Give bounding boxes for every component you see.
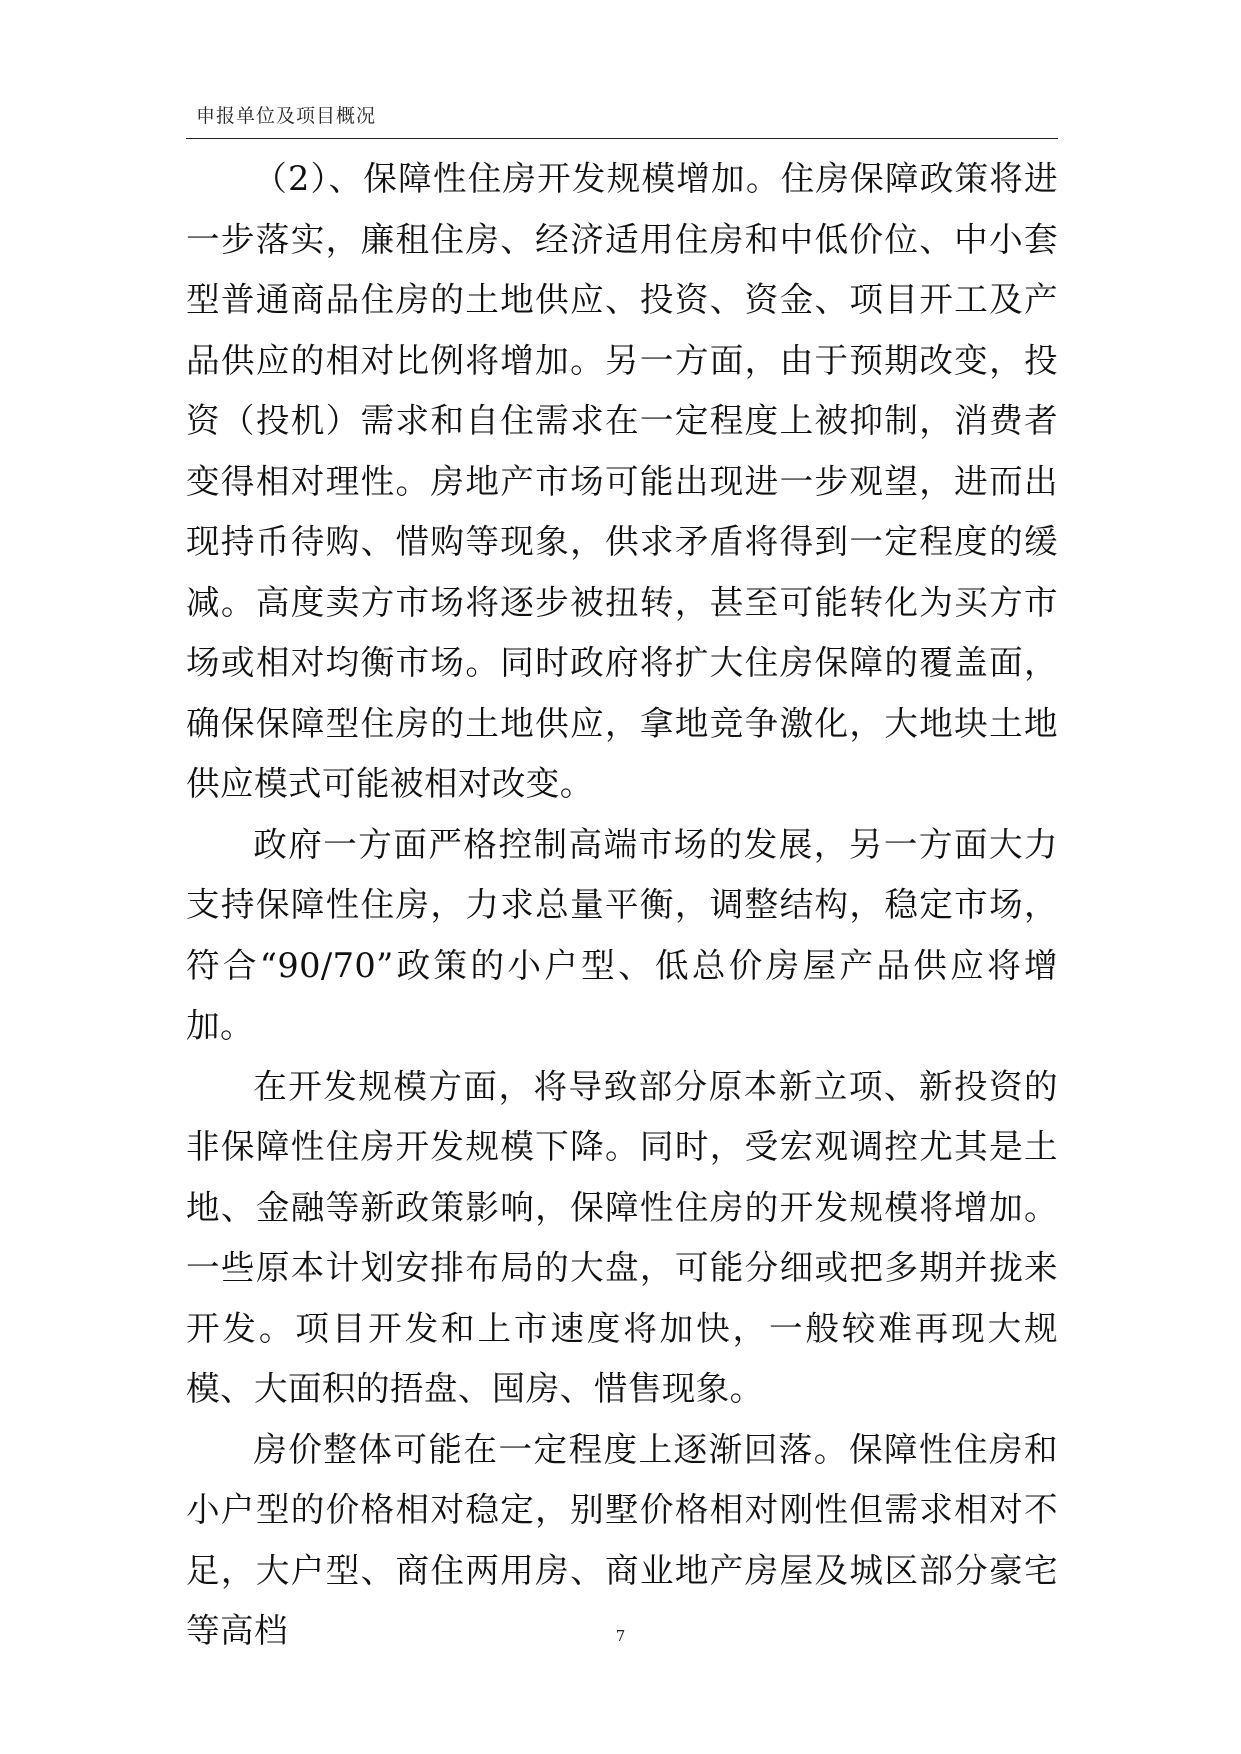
document-body bbox=[186, 149, 1058, 1662]
header-title: 申报单位及项目概况 bbox=[196, 105, 377, 127]
paragraph-housing-prices: 房价整体可能在一定程度上逐渐回落。保障性住房和小户型的价格相对稳定，别墅价格相对刚性但需求相对不足，大户型、商住两用房、商业地产房屋及城区部分豪宅等高档 bbox=[186, 1429, 1058, 1650]
paragraph-government-policy: 政府一方面严格控制高端市场的发展，另一方面大力支持保障性住房，力求总量平衡，调整结构，稳定市场，符合“90/70”政策的小户型、低总价房屋产品供应将增加。 bbox=[186, 824, 1058, 1045]
page-number: 7 bbox=[615, 1627, 626, 1645]
paragraph-development-scale: 在开发规模方面，将导致部分原本新立项、新投资的非保障性住房开发规模下降。同时，受宏观调控尤其是土地、金融等新政策影响，保障性住房的开发规模将增加。一些原本计划安排布局的大盘，可能分细或把多期并拢来开发。项目开发和上市速度将加快，一般较难再现大规模、大面积的捂盘、囤房、惜售现象。 bbox=[186, 1066, 1058, 1408]
paragraph-housing-scale: （2）、保障性住房开发规模增加。住房保障政策将进一步落实，廉租住房、经济适用住房和中低价位、中小套型普通商品住房的土地供应、投资、资金、项目开工及产品供应的相对比例将增加。另一方面，由于预期改变，投资（投机）需求和自住需求在一定程度上被抑制，消费者变得相对理性。房地产市场可能出现进一步观望，进而出现持币待购、惜购等现象，供求矛盾将得到一定程度的缓减。高度卖方市场将逐步被扭转，甚至可能转化为买方市场或相对均衡市场。同时政府将扩大住房保障的覆盖面，确保保障型住房的土地供应，拿地竞争激化，大地块土地供应模式可能被相对改变。 bbox=[186, 159, 1058, 803]
